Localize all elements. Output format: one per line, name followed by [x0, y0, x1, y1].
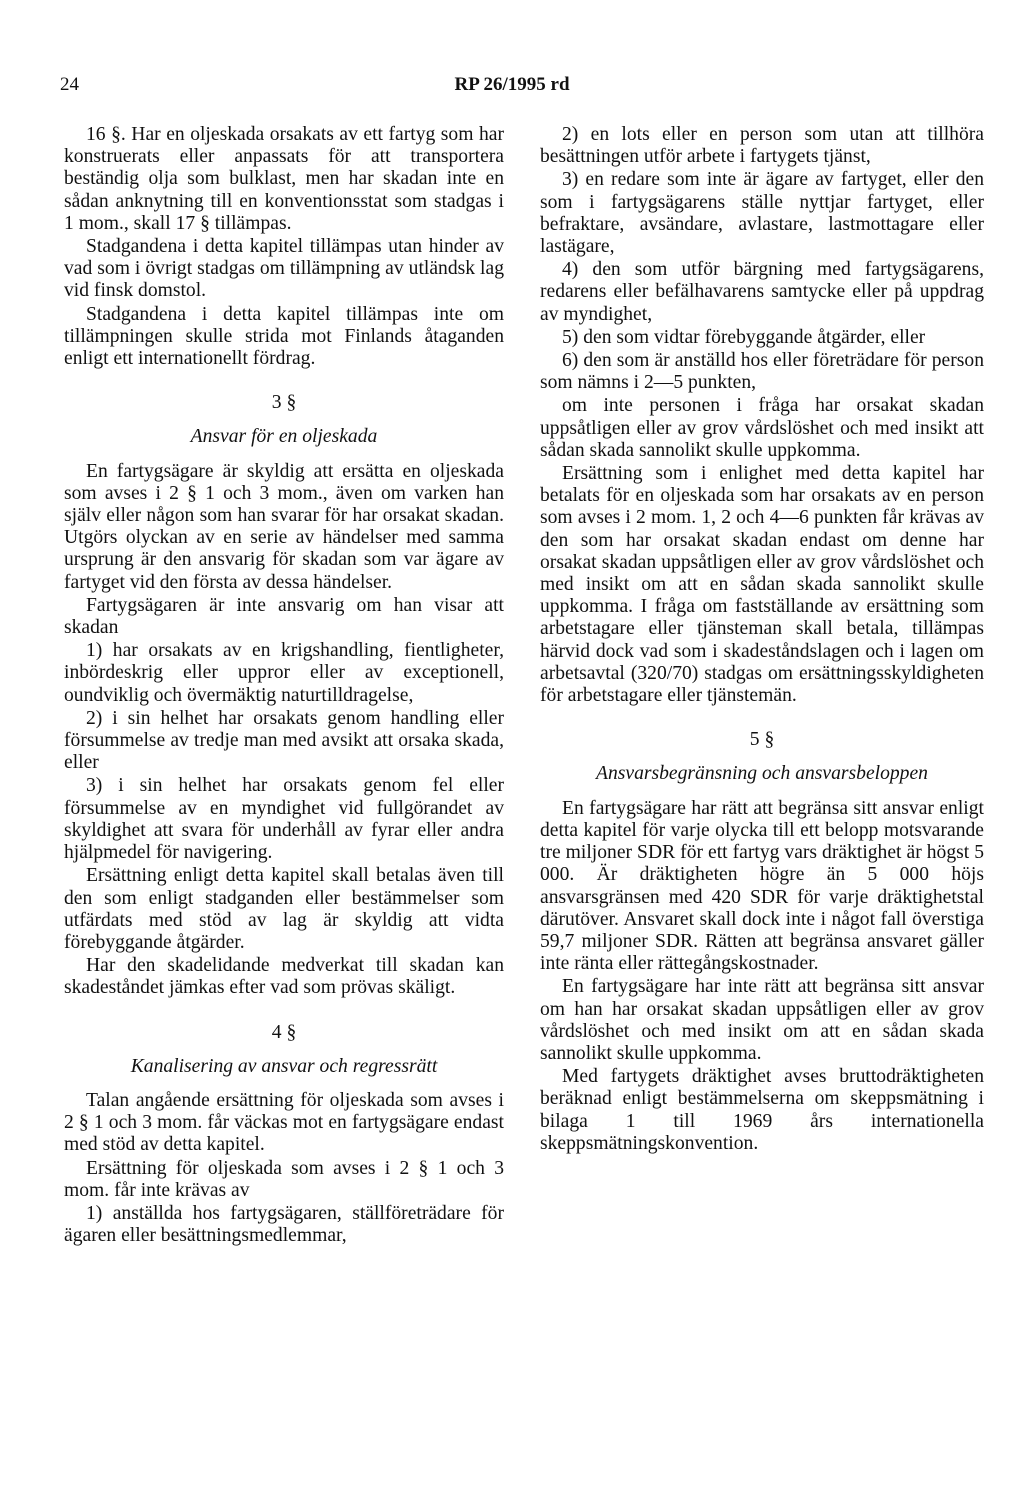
- list-item: 3) i sin helhet har orsakats genom fel eller försummelse av en myndighet vid fullgörandet av skyldighet att svara för underhåll av fyrar eller andra hjälpmedel för navigering.: [64, 775, 504, 864]
- list-item: 4) den som utför bärgning med fartygsägarens, redarens eller befälhavarens samtycke eller på uppdrag av myndighet,: [540, 259, 984, 325]
- paragraph: En fartygsägare har inte rätt att begränsa sitt ansvar om han har orsakat skadan uppsåtligen eller av grov vårdslöshet och med insikt om att en sådan skada sannolikt skulle uppkomma.: [540, 976, 984, 1064]
- running-head: RP 26/1995 rd: [454, 74, 570, 95]
- page-number: 24: [60, 74, 79, 95]
- list-item: 3) en redare som inte är ägare av fartyget, eller den som i fartygsägarens ställe nyttjar fartyget, eller befraktare, avsändare, avlastare, lastmottagare eller lastägare,: [540, 169, 984, 258]
- paragraph: Stadgandena i detta kapitel tillämpas inte om tillämpningen skulle strida mot Finlands åtaganden enligt ett internationellt fördrag.: [64, 303, 504, 370]
- paragraph: Har den skadelidande medverkat till skadan kan skadeståndet jämkas efter vad som prövas skäligt.: [64, 955, 504, 999]
- list-item: 1) har orsakats av en krigshandling, fientligheter, inbördeskrig eller uppror eller av exceptionell, oundviklig och övermäktig naturtilldragelse,: [64, 640, 504, 706]
- section-number: 3 §: [271, 392, 297, 414]
- paragraph: Med fartygets dräktighet avses bruttodräktigheten beräknad enligt bestämmelserna om skeppsmätning i bilaga 1 till 1969 års internationella skeppsmätningskonvention.: [540, 1066, 984, 1154]
- paragraph: Ersättning för oljeskada som avses i 2 § 1 och 3 mom. får inte krävas av: [64, 1157, 504, 1201]
- paragraph: En fartygsägare är skyldig att ersätta en oljeskada som avses i 2 § 1 och 3 mom., även om varken han själv eller någon som han svarar för har orsakat skadan. Utgörs olyckan av en serie av händelser med samma ursprung är den ansvarig för skadan som var ägare av fartyget vid den första av dessa händelser.: [64, 460, 504, 593]
- section-title: Ansvar för en oljeskada: [190, 426, 378, 448]
- list-item: 1) anställda hos fartygsägaren, ställföreträdare för ägaren eller besättningsmedlemmar,: [64, 1202, 504, 1247]
- section-number: 5 §: [749, 729, 775, 751]
- paragraph: Stadgandena i detta kapitel tillämpas utan hinder av vad som i övrigt stadgas om tillämpning av utländsk lag vid finsk domstol.: [64, 236, 504, 302]
- paragraph: om inte personen i fråga har orsakat skadan uppsåtligen eller av grov vårdslöshet och med insikt att sådan skada sannolikt skulle uppkomma.: [540, 395, 984, 461]
- paragraph: Fartygsägaren är inte ansvarig om han visar att skadan: [64, 594, 504, 639]
- paragraph: 16 §. Har en oljeskada orsakats av ett fartyg som har konstruerats eller anpassats för att transportera beständig olja som bulklast, men har skadan inte en sådan anknytning till en konventionsstat som stadgas i 1 mom., skall 17 § tillämpas.: [64, 124, 504, 234]
- list-item: 5) den som vidtar förebyggande åtgärder, eller: [562, 326, 926, 348]
- left-column: [64, 124, 504, 1248]
- section-heading: [64, 392, 504, 448]
- paragraph: En fartygsägare har rätt att begränsa sitt ansvar enligt detta kapitel för varje olycka till ett belopp motsvarande tre miljoner SDR för ett fartyg vars dräktighet är högst 5 000. Är dräktigheten högre än 5 000 höjs ansvarsgränsen med 420 SDR för varje dräktighetstal därutöver. Ansvaret skall dock inte i något fall överstiga 59,7 miljoner SDR. Rätten att begränsa ansvaret gäller inte ränta eller rättegångskostnader.: [540, 797, 984, 975]
- section-heading: [540, 729, 984, 785]
- list-item: 6) den som är anställd hos eller företrädare för person som nämns i 2—5 punkten,: [540, 350, 984, 394]
- list-item: 2) en lots eller en person som utan att tillhöra besättningen utför arbete i fartygets tjänst,: [540, 124, 984, 168]
- list-item: 2) i sin helhet har orsakats genom handling eller försummelse av tredje man med avsikt att orsaka skada, eller: [64, 707, 504, 774]
- paragraph: Ersättning som i enlighet med detta kapitel har betalats för en oljeskada som har orsakats av en person som avses i 2 mom. 1, 2 och 4—6 punkten får krävas av den som har orsakat skadan endast om denne har orsakat skadan uppsåtligen eller av grov vårdslöshet och med insikt om att en sådan skada sannolikt skulle uppkomma. I fråga om fastställande av ersättning som arbetstagare eller tjänsteman skall betala, tillämpas härvid dock vad som i skadeståndslagen och i lagen om arbetsavtal (320/70) stadgas om ersättningsskyldigheten för arbetstagare eller tjänstemän.: [540, 463, 984, 707]
- section-number: 4 §: [271, 1021, 297, 1043]
- paragraph: Talan angående ersättning för oljeskada som avses i 2 § 1 och 3 mom. får väckas mot en fartygsägare endast med stöd av detta kapitel.: [64, 1089, 504, 1156]
- section-heading: [64, 1022, 504, 1078]
- right-column: [540, 124, 984, 1156]
- section-title: Kanalisering av ansvar och regressrätt: [130, 1055, 438, 1077]
- section-title: Ansvarsbegränsning och ansvarsbeloppen: [596, 763, 928, 785]
- paragraph: Ersättning enligt detta kapitel skall betalas även till den som enligt stadganden eller bestämmelser som utfärdats med stöd av lag är skyldig att vidta förebyggande åtgärder.: [64, 865, 504, 953]
